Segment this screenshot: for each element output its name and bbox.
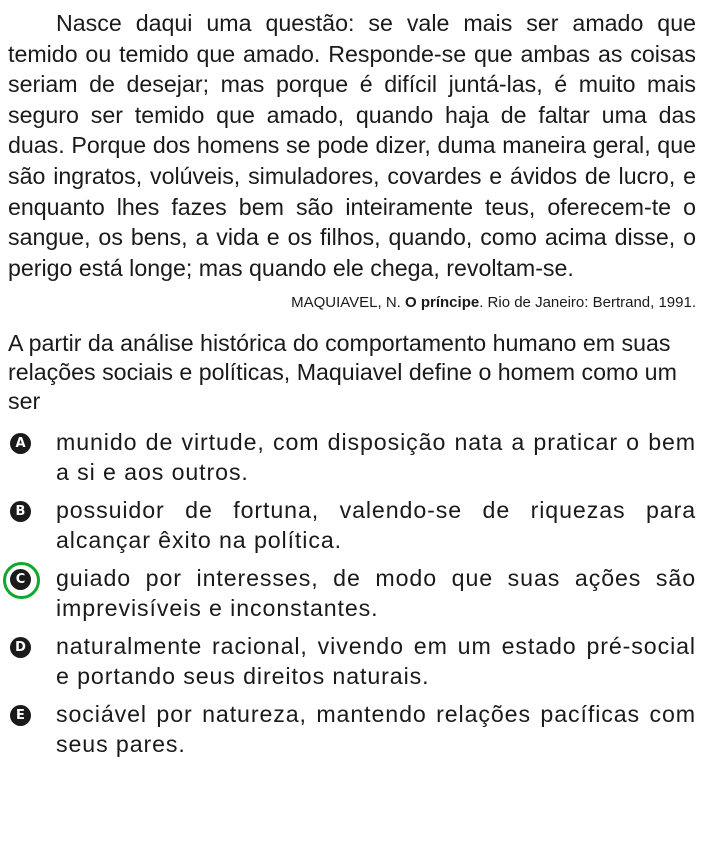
option-a-badge: A: [10, 433, 31, 454]
option-b-text: possuidor de fortuna, valendo-se de riquezas para alcançar êxito na política.: [56, 497, 696, 553]
answer-options: [8, 428, 696, 759]
option-a[interactable]: [8, 428, 696, 487]
option-c[interactable]: [8, 564, 696, 623]
source-passage: Nasce daqui uma questão: se vale mais ser amado que temido ou temido que amado. Responde-se que ambas as coisas seriam de desejar; mas porque é difícil juntá-las, é muito mais seguro ser temido que amado, quando haja de faltar uma das duas. Porque dos homens se pode dizer, duma maneira geral, que são ingratos, volúveis, simuladores, covardes e ávidos de lucro, e enquanto lhes fazes bem são inteiramente teus, oferecem-te o sangue, os bens, a vida e os filhos, quando, como acima disse, o perigo está longe; mas quando ele chega, revoltam-se.: [8, 10, 696, 281]
citation-author: MAQUIAVEL, N.: [291, 294, 406, 312]
question-stem: A partir da análise histórica do comportamento humano em suas relações sociais e políticas, Maquiavel define o homem como um ser: [8, 330, 677, 415]
option-e[interactable]: [8, 700, 696, 759]
option-d-text: naturalmente racional, vivendo em um estado pré-social e portando seus direitos naturais.: [56, 633, 696, 689]
option-c-badge-highlighted: C: [10, 569, 31, 590]
option-b[interactable]: [8, 496, 696, 555]
option-c-text: guiado por interesses, de modo que suas ações são imprevisíveis e inconstantes.: [56, 565, 696, 621]
question-page: [8, 8, 696, 768]
option-a-text: munido de virtude, com disposição nata a praticar o bem a si e aos outros.: [56, 429, 696, 485]
option-d-badge: D: [10, 637, 31, 658]
option-e-text: sociável por natureza, mantendo relações pacíficas com seus pares.: [56, 701, 696, 757]
citation-details: . Rio de Janeiro: Bertrand, 1991.: [479, 294, 696, 312]
option-d[interactable]: [8, 632, 696, 691]
citation: [8, 293, 696, 313]
option-b-badge: B: [10, 501, 31, 522]
citation-work-title: O príncipe: [405, 294, 480, 312]
option-e-badge: E: [10, 705, 31, 726]
